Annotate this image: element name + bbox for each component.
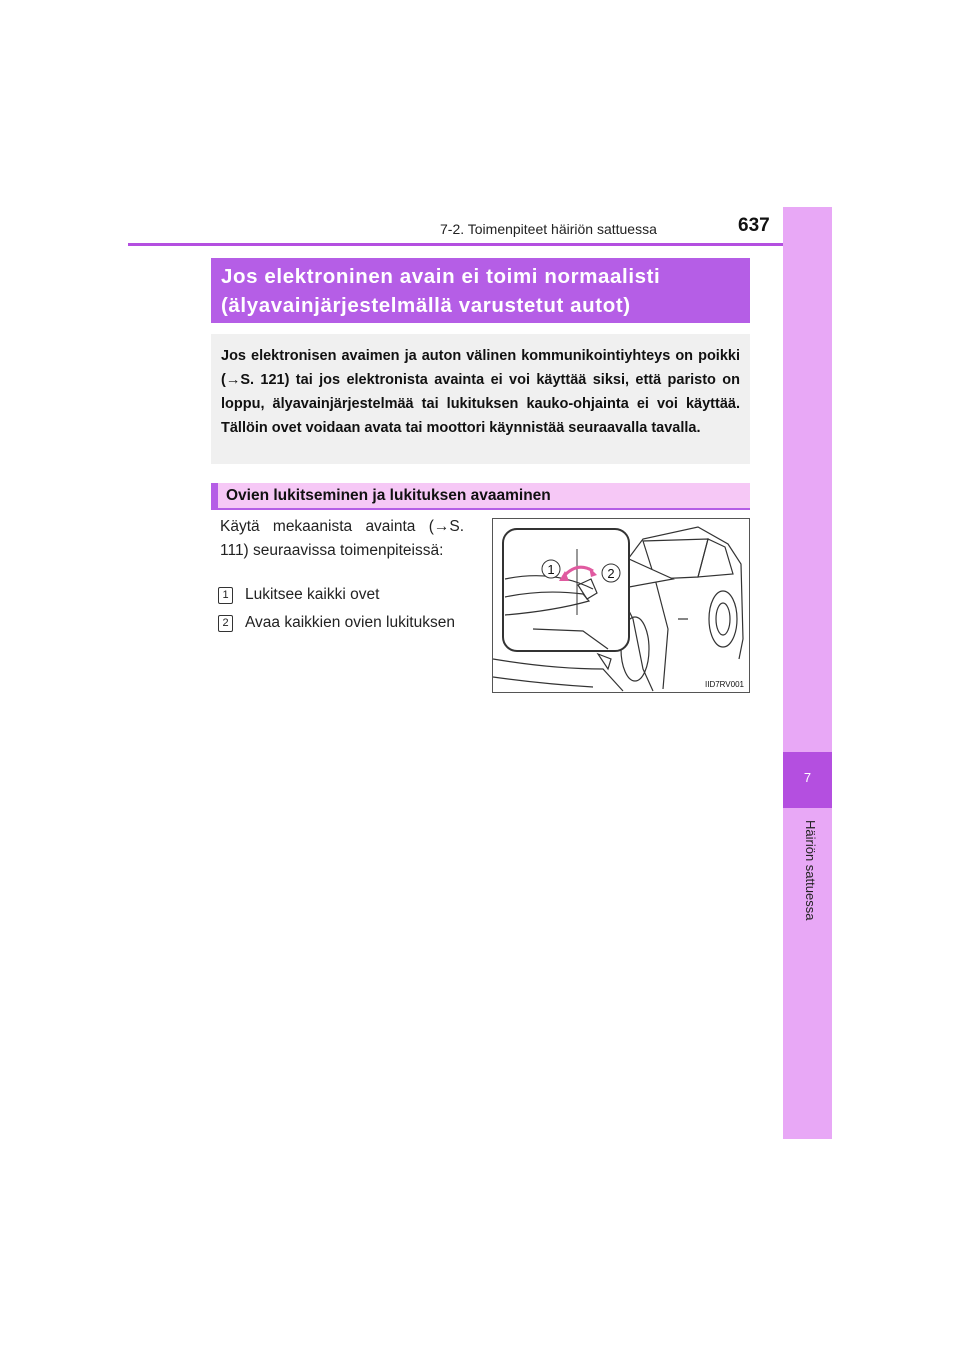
running-header-title: 7-2. Toimenpiteet häiriön sattuessa	[440, 221, 657, 237]
callout-pointer	[629, 559, 673, 587]
callout-label-1: 1	[547, 562, 555, 577]
section-title	[211, 258, 750, 323]
step-number-1: 1	[218, 587, 233, 604]
intro-text: Jos elektronisen avaimen ja auton välinen kommunikointiyhteys on poikki (→S. 121) tai jos elektronista avainta ei voi käyttää siksi, että paristo on loppu, älyavainjärjestelmää tai lukituksen kauko-ohjainta ei voi käyttää. Tällöin ovet voidaan avata tai moottori käynnistää seuraavalla tavalla.	[221, 348, 740, 436]
subsection-title: Ovien lukitseminen ja lukituksen avaaminen	[211, 483, 750, 510]
step-number-2: 2	[218, 615, 233, 632]
step-1	[218, 586, 379, 604]
page-number: 637	[738, 215, 770, 236]
car-illustration-svg	[493, 519, 749, 692]
callout-label-2: 2	[607, 566, 615, 581]
intro-box	[211, 334, 750, 464]
chapter-number: 7	[803, 770, 812, 785]
body-text: Käytä mekaanista avainta (→S. 111) seuraavissa toimenpiteissä:	[220, 518, 464, 559]
car-door-key-illustration	[492, 518, 750, 693]
chapter-label: Häiriön sattuessa	[803, 820, 818, 921]
header-rule	[128, 243, 832, 246]
step-2	[218, 614, 455, 632]
step-text-2: Avaa kaikkien ovien lukituksen	[245, 614, 455, 631]
figure-code: IID7RV001	[705, 680, 744, 689]
magnified-inset	[503, 529, 629, 651]
chapter-side-tab	[783, 207, 832, 1139]
section-title-line-2: (älyavainjärjestelmällä varustetut autot)	[221, 294, 631, 317]
step-text-1: Lukitsee kaikki ovet	[245, 586, 380, 603]
section-title-line-1: Jos elektroninen avain ei toimi normaalisti	[221, 265, 661, 288]
